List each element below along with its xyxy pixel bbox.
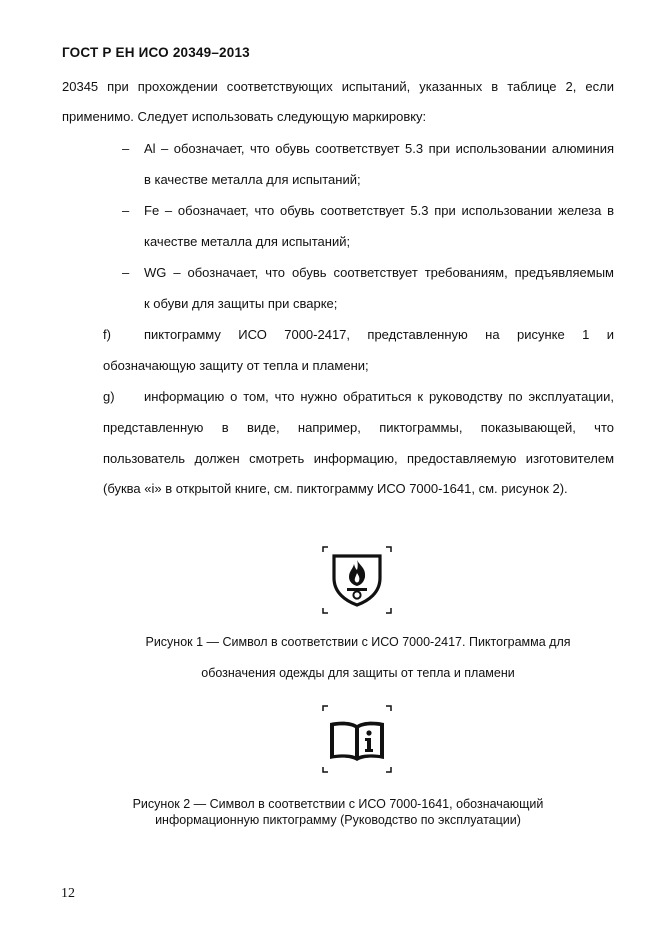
figure-caption: обозначения одежды для защиты от тепла и пламени <box>201 666 515 680</box>
bullet-line: к обуви для защиты при сварке; <box>144 296 338 311</box>
bullet-line: Al – обозначает, что обувь соответствует 5.3 при использовании алюминия <box>144 141 614 156</box>
info-book-icon <box>322 705 392 773</box>
document-header: ГОСТ Р ЕН ИСО 20349–2013 <box>62 45 250 60</box>
list-item-line: информацию о том, что нужно обратиться к руководству по эксплуатации, <box>144 389 614 404</box>
list-item-line: обозначающую защиту от тепла и пламени; <box>103 358 369 373</box>
bullet-line: в качестве металла для испытаний; <box>144 172 361 187</box>
flame-shield-icon <box>322 546 392 614</box>
list-item-line: пиктограмму ИСО 7000-2417, представленную на рисунке 1 и <box>144 327 614 342</box>
bullet-dash: – <box>122 141 130 156</box>
figure-caption: Рисунок 2 — Символ в соответствии с ИСО 7000-1641, обозначающий <box>132 797 544 811</box>
bullet-dash: – <box>122 203 130 218</box>
list-item-line: (буква «i» в открытой книге, см. пиктограмму ИСО 7000-1641, см. рисунок 2). <box>103 481 568 496</box>
list-item-line: представленную в виде, например, пиктограммы, показывающей, что <box>103 420 614 435</box>
paragraph-line: 20345 при прохождении соответствующих испытаний, указанных в таблице 2, если <box>62 79 614 94</box>
bullet-dash: – <box>122 265 130 280</box>
paragraph-line: применимо. Следует использовать следующую маркировку: <box>62 109 427 124</box>
bullet-line: качестве металла для испытаний; <box>144 234 351 249</box>
figure-caption: Рисунок 1 — Символ в соответствии с ИСО 7000-2417. Пиктограмма для <box>145 635 571 649</box>
list-item-line: пользователь должен смотреть информацию, предоставляемую изготовителем <box>103 451 614 466</box>
figure-caption: информационную пиктограмму (Руководство по эксплуатации) <box>155 813 521 827</box>
list-marker: f) <box>103 327 111 342</box>
bullet-line: Fe – обозначает, что обувь соответствует 5.3 при использовании железа в <box>144 203 614 218</box>
page-number: 12 <box>61 886 75 901</box>
list-marker: g) <box>103 389 115 404</box>
bullet-line: WG – обозначает, что обувь соответствует требованиям, предъявляемым <box>144 265 614 280</box>
